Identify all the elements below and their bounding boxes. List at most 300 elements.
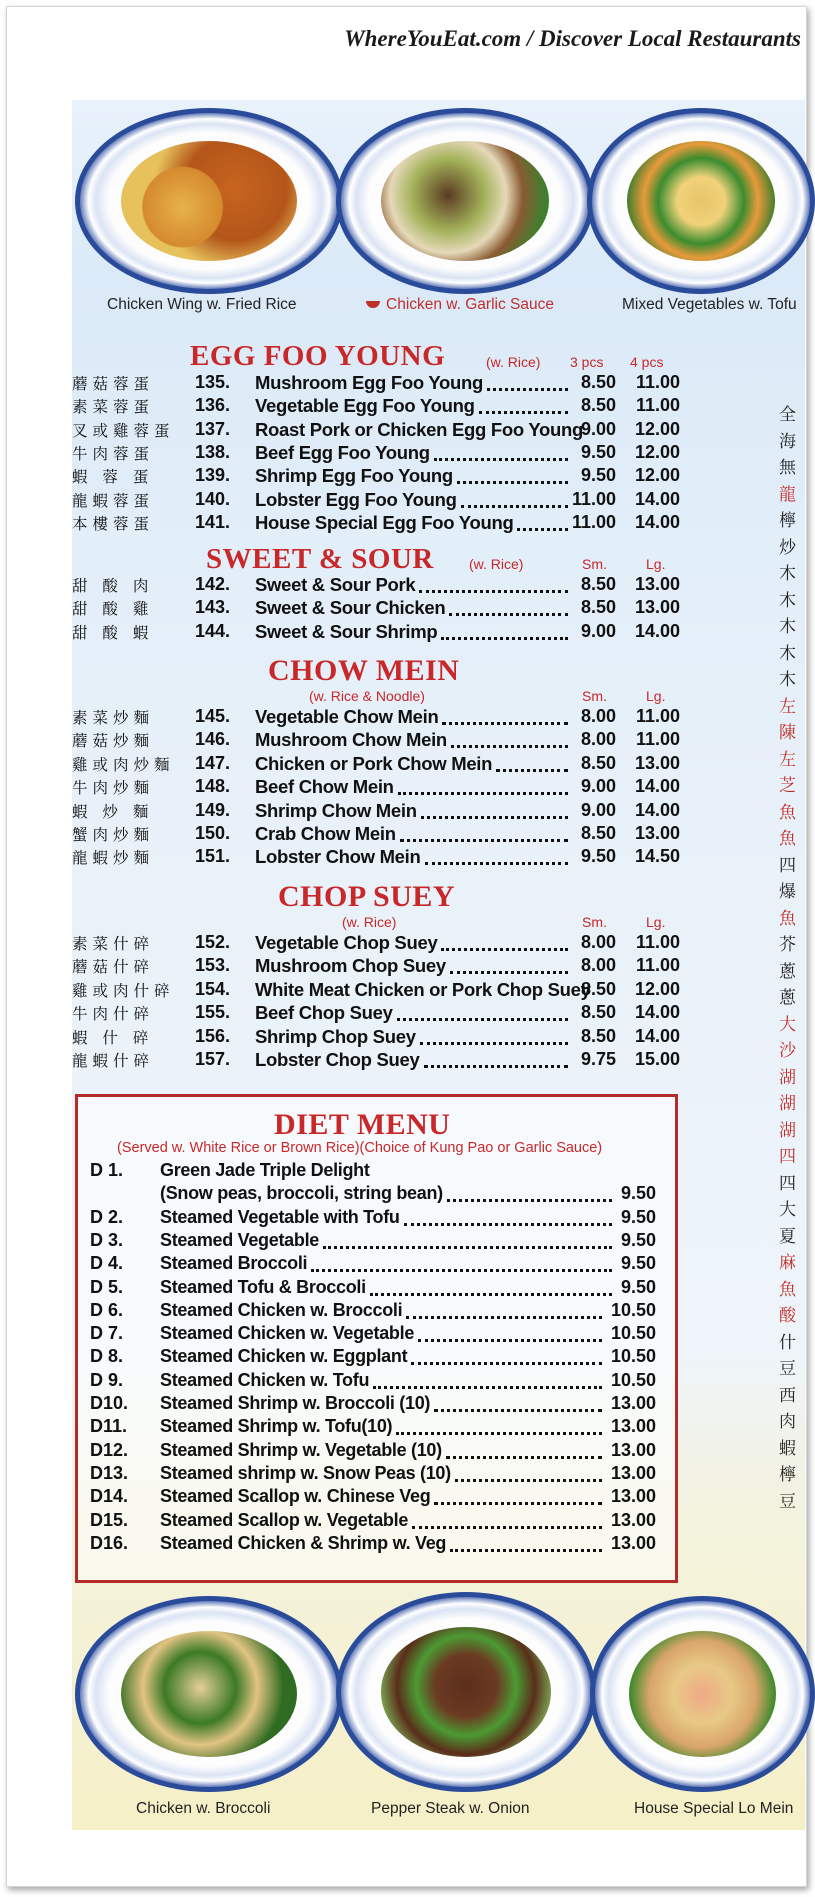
- menu-item-chinese-name: 素菜蓉蛋: [72, 398, 155, 417]
- menu-item-price-large: 13.00: [634, 823, 680, 843]
- menu-item-number: 135.: [195, 372, 231, 392]
- food-photo: [121, 1631, 296, 1757]
- diet-menu-item: [90, 1253, 656, 1277]
- menu-item-chinese-name: 蝦 炒 麵: [72, 802, 154, 821]
- menu-item-name: Shrimp Chow Mein: [255, 799, 417, 821]
- menu-item-chinese-name: 龍蝦什碎: [72, 1052, 155, 1070]
- menu-item-number: 145.: [195, 706, 231, 726]
- menu-item-chinese-name: 龍蝦炒麵: [72, 849, 155, 868]
- menu-item: [72, 932, 692, 956]
- food-photo: [121, 141, 296, 261]
- menu-item-chinese-name: 叉或雞蓉蛋: [72, 421, 175, 440]
- food-photo: [627, 141, 775, 261]
- plate-chicken-wing-fried-rice: [75, 108, 343, 294]
- strip-character: 四: [779, 855, 796, 876]
- menu-item-chinese-name: 蘑菇炒麵: [72, 732, 155, 751]
- column-header: 4 pcs: [630, 354, 664, 370]
- diet-menu-item: [90, 1463, 656, 1487]
- menu-item-name: Shrimp Egg Foo Young: [255, 465, 453, 487]
- menu-item-price-small: 9.00: [580, 418, 616, 439]
- diet-item-price: 13.00: [610, 1393, 656, 1413]
- menu-item-price-large: 13.00: [634, 752, 680, 773]
- menu-item-price-large: 14.00: [634, 620, 680, 641]
- strip-character: 龍: [779, 484, 796, 505]
- menu-item-chinese-name: 本樓蓉蛋: [72, 514, 155, 533]
- menu-item-price-large: 11.00: [635, 932, 680, 952]
- strip-character: 魚: [779, 908, 796, 929]
- menu-item-price-small: 8.00: [580, 955, 616, 976]
- diet-menu-item: [90, 1300, 656, 1324]
- dot-leader: [451, 745, 568, 748]
- menu-item-price-small: 9.50: [580, 441, 616, 462]
- menu-item-chinese-name: 雞或肉炒麵: [72, 755, 175, 774]
- dot-leader: [434, 1502, 602, 1505]
- menu-item: [72, 1002, 692, 1026]
- diet-menu-item: [90, 1230, 656, 1254]
- menu-item-price-large: 11.00: [635, 729, 680, 750]
- menu-item: [72, 823, 692, 847]
- diet-item-code: D11.: [90, 1416, 128, 1437]
- menu-item: [72, 489, 692, 513]
- dot-leader: [419, 590, 568, 593]
- menu-item: [72, 597, 692, 621]
- photo-caption: House Special Lo Mein: [634, 1800, 794, 1817]
- strip-character: 四: [779, 1173, 796, 1194]
- section-title: CHOP SUEY: [278, 880, 456, 913]
- dot-leader: [396, 1432, 602, 1435]
- menu-item-price-small: 8.50: [580, 1025, 616, 1046]
- menu-item-name: Sweet & Sour Pork: [255, 574, 416, 595]
- section-title: DIET MENU: [274, 1108, 451, 1141]
- dot-leader: [446, 1456, 602, 1459]
- diet-item-price: 10.50: [610, 1323, 656, 1344]
- menu-item-name: Mushroom Chop Suey: [255, 955, 446, 977]
- menu-item-chinese-name: 雞或肉什碎: [72, 981, 175, 1000]
- photo-caption: Mixed Vegetables w. Tofu: [622, 296, 797, 313]
- dot-leader: [434, 458, 568, 461]
- right-edge-chinese-strip: [770, 400, 805, 1570]
- strip-character: 芝: [779, 776, 796, 796]
- menu-item-price-small: 11.00: [571, 488, 616, 509]
- diet-menu-item: [90, 1370, 656, 1394]
- menu-item-price-small: 8.50: [580, 574, 616, 594]
- diet-menu-item: [90, 1277, 656, 1301]
- menu-item: [72, 979, 692, 1003]
- menu-item-number: 157.: [195, 1049, 231, 1069]
- plate-chicken-garlic-sauce: [336, 108, 594, 294]
- strip-character: 肉: [779, 1412, 796, 1432]
- menu-item: [72, 621, 692, 645]
- menu-item-price-large: 12.00: [634, 978, 680, 999]
- menu-item-chinese-name: 蝦 蓉 蛋: [72, 468, 154, 487]
- photo-caption: Chicken w. Broccoli: [136, 1800, 271, 1817]
- menu-item-price-large: 14.00: [634, 1002, 680, 1023]
- strip-character: 湖: [779, 1120, 796, 1141]
- menu-item: [72, 729, 692, 753]
- diet-item-name: Green Jade Triple Delight: [160, 1160, 370, 1180]
- menu-item-name: Lobster Chop Suey: [255, 1049, 420, 1070]
- menu-item-chinese-name: 牛肉炒麵: [72, 779, 155, 798]
- menu-item-price-small: 11.00: [571, 511, 616, 532]
- dot-leader: [447, 1199, 612, 1202]
- menu-item: [72, 395, 692, 419]
- dot-leader: [479, 411, 568, 414]
- menu-item-price-large: 14.00: [634, 1025, 680, 1046]
- diet-item-code: D10.: [90, 1393, 129, 1413]
- menu-item: [72, 1049, 692, 1073]
- menu-item-number: 148.: [195, 776, 231, 797]
- menu-item-price-small: 8.00: [580, 932, 616, 952]
- diet-item-code: D 5.: [90, 1276, 124, 1297]
- menu-item-name: Vegetable Egg Foo Young: [255, 395, 475, 417]
- menu-item-name: Mushroom Chow Mein: [255, 729, 447, 751]
- menu-item-number: 153.: [195, 955, 231, 976]
- diet-item-price: 9.50: [620, 1253, 656, 1274]
- menu-item-number: 155.: [195, 1002, 231, 1023]
- strip-character: 湖: [779, 1094, 796, 1114]
- menu-item-name: Lobster Egg Foo Young: [255, 488, 457, 510]
- menu-item-chinese-name: 蘑菇蓉蛋: [72, 375, 155, 393]
- menu-item-chinese-name: 牛肉蓉蛋: [72, 444, 155, 463]
- menu-item-price-small: 9.75: [580, 1049, 616, 1069]
- menu-item-number: 140.: [195, 488, 231, 509]
- menu-item-price-large: 13.00: [634, 597, 680, 618]
- diet-item-price: 13.00: [610, 1509, 656, 1530]
- menu-item: [72, 419, 692, 443]
- menu-item-price-small: 8.00: [580, 706, 616, 726]
- strip-character: 檸: [779, 511, 796, 531]
- menu-item-price-small: 9.50: [580, 465, 616, 486]
- strip-character: 檸: [779, 1465, 796, 1485]
- menu-item-price-large: 14.00: [634, 776, 680, 797]
- dot-leader: [398, 792, 568, 795]
- photo-caption: [366, 296, 554, 314]
- menu-item-name: Shrimp Chop Suey: [255, 1025, 416, 1047]
- menu-item-price-small: 8.50: [580, 978, 616, 999]
- section-title: CHOW MEIN: [268, 654, 460, 687]
- strip-character: 湖: [779, 1067, 796, 1088]
- diet-item-code: D 7.: [90, 1323, 124, 1344]
- strip-character: 豆: [779, 1359, 796, 1379]
- menu-item-price-small: 8.00: [580, 729, 616, 750]
- menu-item-name: Sweet & Sour Chicken: [255, 597, 446, 619]
- menu-item-price-small: 8.50: [580, 1002, 616, 1023]
- dot-leader: [411, 1362, 602, 1365]
- menu-item-number: 146.: [195, 729, 231, 750]
- food-photo: [381, 141, 550, 261]
- strip-character: 麻: [779, 1253, 796, 1273]
- menu-item-price-large: 11.00: [635, 395, 680, 416]
- dot-leader: [441, 637, 568, 640]
- strip-character: 木: [779, 590, 796, 611]
- diet-menu-item: [90, 1160, 656, 1184]
- menu-item-price-large: 14.00: [634, 799, 680, 820]
- food-photo: [381, 1627, 551, 1756]
- food-photo: [629, 1631, 775, 1757]
- diet-item-name: Steamed shrimp w. Snow Peas (10): [160, 1462, 451, 1483]
- menu-item-name: Vegetable Chow Mein: [255, 706, 439, 727]
- diet-item-name: Steamed Broccoli: [160, 1253, 308, 1274]
- strip-character: 無: [779, 458, 796, 478]
- strip-character: 魚: [779, 1279, 796, 1300]
- menu-item-name: Beef Chop Suey: [255, 1002, 393, 1024]
- menu-item-price-large: 11.00: [635, 706, 680, 726]
- menu-item-price-large: 11.00: [635, 372, 680, 392]
- menu-item-chinese-name: 牛肉什碎: [72, 1005, 155, 1024]
- plate-mixed-vegetables-tofu: [587, 108, 815, 294]
- diet-item-name: (Snow peas, broccoli, string bean): [160, 1183, 443, 1204]
- menu-item-name: Beef Chow Mein: [255, 776, 394, 798]
- dot-leader: [412, 1526, 602, 1529]
- section-title: EGG FOO YOUNG: [190, 340, 446, 372]
- photo-caption: Pepper Steak w. Onion: [371, 1800, 530, 1817]
- dot-leader: [496, 769, 568, 772]
- menu-item: [72, 706, 692, 730]
- menu-item-price-small: 8.50: [580, 823, 616, 843]
- section-subtitle: (Served w. White Rice or Brown Rice)(Choice of Kung Pao or Garlic Sauce): [117, 1140, 603, 1156]
- diet-item-code: D 6.: [90, 1299, 124, 1320]
- diet-item-price: 10.50: [610, 1369, 656, 1390]
- diet-item-name: Steamed Shrimp w. Vegetable (10): [160, 1439, 442, 1460]
- menu-item-name: Lobster Chow Mein: [255, 846, 421, 868]
- dot-leader: [420, 1042, 568, 1045]
- diet-menu-item: [90, 1346, 656, 1370]
- strip-character: 四: [779, 1147, 796, 1167]
- menu-item-number: 150.: [195, 823, 231, 843]
- diet-item-name: Steamed Scallop w. Chinese Veg: [160, 1486, 431, 1507]
- photo-caption: Chicken Wing w. Fried Rice: [107, 296, 297, 313]
- diet-item-name: Steamed Vegetable with Tofu: [160, 1206, 400, 1227]
- strip-character: 魚: [779, 802, 796, 823]
- diet-menu-item: [90, 1323, 656, 1347]
- menu-item-chinese-name: 素菜什碎: [72, 935, 155, 953]
- dot-leader: [311, 1269, 612, 1272]
- diet-item-code: D15.: [90, 1509, 129, 1530]
- diet-menu-item: [90, 1183, 656, 1207]
- dot-leader: [517, 528, 568, 531]
- dot-leader: [370, 1293, 612, 1296]
- menu-item-name: Roast Pork or Chicken Egg Foo Young: [255, 418, 584, 440]
- diet-item-code: D14.: [90, 1486, 129, 1507]
- section-subtitle: (w. Rice & Noodle): [309, 688, 425, 704]
- menu-item-price-small: 9.00: [580, 799, 616, 820]
- menu-item-name: Chicken or Pork Chow Mein: [255, 752, 493, 774]
- menu-item: [72, 372, 692, 396]
- menu-item-price-large: 14.50: [634, 846, 680, 867]
- diet-menu-item: [90, 1510, 656, 1534]
- diet-item-price: 13.00: [610, 1486, 656, 1507]
- strip-character: 夏: [779, 1226, 796, 1247]
- menu-item-name: Sweet & Sour Shrimp: [255, 620, 438, 642]
- strip-character: 木: [779, 564, 796, 584]
- dot-leader: [441, 948, 568, 951]
- strip-character: 木: [779, 643, 796, 664]
- diet-item-price: 13.00: [610, 1462, 656, 1483]
- diet-item-name: Steamed Chicken w. Broccoli: [160, 1299, 403, 1320]
- menu-item: [72, 1026, 692, 1050]
- menu-item-number: 147.: [195, 752, 231, 773]
- diet-menu-item: [90, 1393, 656, 1417]
- site-header[interactable]: WhereYouEat.com / Discover Local Restaurants: [344, 26, 801, 51]
- menu-item: [72, 846, 692, 870]
- menu-item: [72, 800, 692, 824]
- strip-character: 大: [779, 1014, 796, 1035]
- strip-character: 蝦: [779, 1438, 796, 1459]
- diet-item-price: 9.50: [620, 1229, 656, 1250]
- menu-item-price-large: 13.00: [634, 574, 680, 594]
- menu-item: [72, 574, 692, 598]
- strip-character: 木: [779, 617, 796, 637]
- menu-item-number: 156.: [195, 1025, 231, 1046]
- diet-item-name: Steamed Chicken w. Vegetable: [160, 1323, 415, 1344]
- diet-item-code: D13.: [90, 1462, 129, 1483]
- strip-character: 豆: [779, 1491, 796, 1512]
- diet-item-code: D 8.: [90, 1346, 124, 1367]
- dot-leader: [450, 971, 568, 974]
- diet-item-name: Steamed Chicken w. Tofu: [160, 1369, 370, 1390]
- section-title: SWEET & SOUR: [206, 543, 434, 575]
- dot-leader: [406, 1316, 602, 1319]
- diet-item-name: Steamed Vegetable: [160, 1229, 319, 1250]
- diet-item-price: 10.50: [610, 1346, 656, 1367]
- dot-leader: [373, 1386, 602, 1389]
- diet-item-code: D 2.: [90, 1206, 124, 1227]
- dot-leader: [434, 1409, 602, 1412]
- diet-menu-item: [90, 1533, 656, 1557]
- menu-item: [72, 955, 692, 979]
- menu-item: [72, 442, 692, 466]
- menu-item-chinese-name: 甜 酸 雞: [72, 600, 154, 619]
- strip-character: 陳: [779, 723, 796, 743]
- strip-character: 左: [779, 749, 796, 770]
- menu-item-chinese-name: 素菜炒麵: [72, 709, 155, 727]
- menu-item-price-large: 15.00: [634, 1049, 680, 1069]
- menu-item-price-large: 12.00: [634, 418, 680, 439]
- diet-item-price: 9.50: [620, 1206, 656, 1227]
- strip-character: 什: [779, 1332, 796, 1353]
- menu-item-price-small: 8.50: [580, 597, 616, 618]
- column-header: Lg.: [646, 688, 666, 704]
- strip-character: 海: [779, 431, 796, 452]
- dot-leader: [424, 1065, 568, 1068]
- strip-character: 蔥: [779, 988, 796, 1008]
- diet-item-price: 13.00: [610, 1416, 656, 1437]
- menu-item-number: 151.: [195, 846, 231, 867]
- menu-item-number: 152.: [195, 932, 231, 952]
- menu-item-number: 136.: [195, 395, 231, 416]
- menu-item: [72, 465, 692, 489]
- menu-item-price-large: 14.00: [634, 511, 680, 532]
- diet-item-name: Steamed Shrimp w. Tofu(10): [160, 1416, 393, 1437]
- strip-character: 左: [779, 696, 796, 717]
- diet-item-price: 9.50: [620, 1183, 656, 1204]
- caption-text: Chicken w. Garlic Sauce: [386, 296, 554, 313]
- strip-character: 大: [779, 1200, 796, 1220]
- strip-character: 沙: [779, 1041, 796, 1061]
- menu-item: [72, 512, 692, 536]
- menu-item-name: Crab Chow Mein: [255, 823, 396, 844]
- menu-item-price-small: 8.50: [580, 395, 616, 416]
- menu-item-number: 137.: [195, 418, 231, 439]
- strip-character: 全: [779, 405, 796, 425]
- diet-menu-item: [90, 1416, 656, 1440]
- section-subtitle: (w. Rice): [486, 354, 541, 370]
- column-header: Lg.: [646, 914, 666, 930]
- column-header: Sm.: [582, 556, 607, 572]
- menu-item: [72, 776, 692, 800]
- strip-character: 炒: [779, 537, 796, 558]
- dot-leader: [487, 388, 568, 391]
- dot-leader: [418, 1339, 602, 1342]
- menu-item-price-small: 9.00: [580, 620, 616, 641]
- diet-menu-item: [90, 1486, 656, 1510]
- menu-item-chinese-name: 龍蝦蓉蛋: [72, 491, 155, 510]
- strip-character: 蔥: [779, 961, 796, 982]
- dot-leader: [442, 722, 568, 725]
- diet-item-code: D 1.: [90, 1160, 124, 1180]
- menu-item-number: 142.: [195, 574, 231, 594]
- section-subtitle: (w. Rice): [469, 556, 524, 572]
- strip-character: 魚: [779, 829, 796, 849]
- strip-character: 酸: [779, 1306, 796, 1326]
- dot-leader: [461, 505, 568, 508]
- menu-item-name: Mushroom Egg Foo Young: [255, 372, 484, 393]
- menu-item: [72, 753, 692, 777]
- column-header: Lg.: [646, 556, 666, 572]
- menu-item-price-small: 9.50: [580, 846, 616, 867]
- menu-item-number: 144.: [195, 620, 231, 641]
- strip-character: 芥: [779, 935, 796, 955]
- diet-item-price: 13.00: [610, 1532, 656, 1553]
- menu-item-name: House Special Egg Foo Young: [255, 511, 514, 533]
- menu-item-chinese-name: 蘑菇什碎: [72, 958, 155, 977]
- dot-leader: [425, 862, 568, 865]
- menu-item-chinese-name: 蟹肉炒麵: [72, 826, 155, 844]
- menu-item-number: 141.: [195, 511, 231, 532]
- column-header: 3 pcs: [570, 354, 604, 370]
- menu-item-name: White Meat Chicken or Pork Chop Suey: [255, 978, 591, 1000]
- dot-leader: [449, 613, 568, 616]
- strip-character: 爆: [779, 882, 796, 902]
- strip-character: 西: [779, 1385, 796, 1406]
- menu-item-number: 138.: [195, 441, 231, 462]
- dot-leader: [323, 1246, 612, 1249]
- red-chili-icon: [366, 301, 380, 308]
- diet-item-name: Steamed Tofu & Broccoli: [160, 1276, 366, 1297]
- dot-leader: [421, 816, 568, 819]
- menu-item-price-large: 14.00: [634, 488, 680, 509]
- dot-leader: [450, 1549, 602, 1552]
- diet-item-code: D 9.: [90, 1369, 124, 1390]
- menu-item-number: 143.: [195, 597, 231, 618]
- plate-pepper-steak-onion: [336, 1592, 596, 1792]
- menu-item-price-large: 12.00: [634, 441, 680, 462]
- menu-item-name: Beef Egg Foo Young: [255, 441, 430, 463]
- plate-house-special-lo-mein: [590, 1596, 815, 1792]
- dot-leader: [455, 1479, 602, 1482]
- plate-chicken-broccoli: [75, 1596, 343, 1792]
- menu-item-number: 139.: [195, 465, 231, 486]
- menu-item-price-large: 12.00: [634, 465, 680, 486]
- diet-item-name: Steamed Scallop w. Vegetable: [160, 1509, 409, 1530]
- diet-menu-item: [90, 1440, 656, 1464]
- diet-menu-item: [90, 1207, 656, 1231]
- menu-item-chinese-name: 甜 酸 肉: [72, 577, 154, 595]
- menu-item-name: Vegetable Chop Suey: [255, 932, 438, 953]
- diet-item-price: 9.50: [620, 1276, 656, 1297]
- menu-item-price-small: 8.50: [580, 752, 616, 773]
- diet-item-price: 13.00: [610, 1439, 656, 1460]
